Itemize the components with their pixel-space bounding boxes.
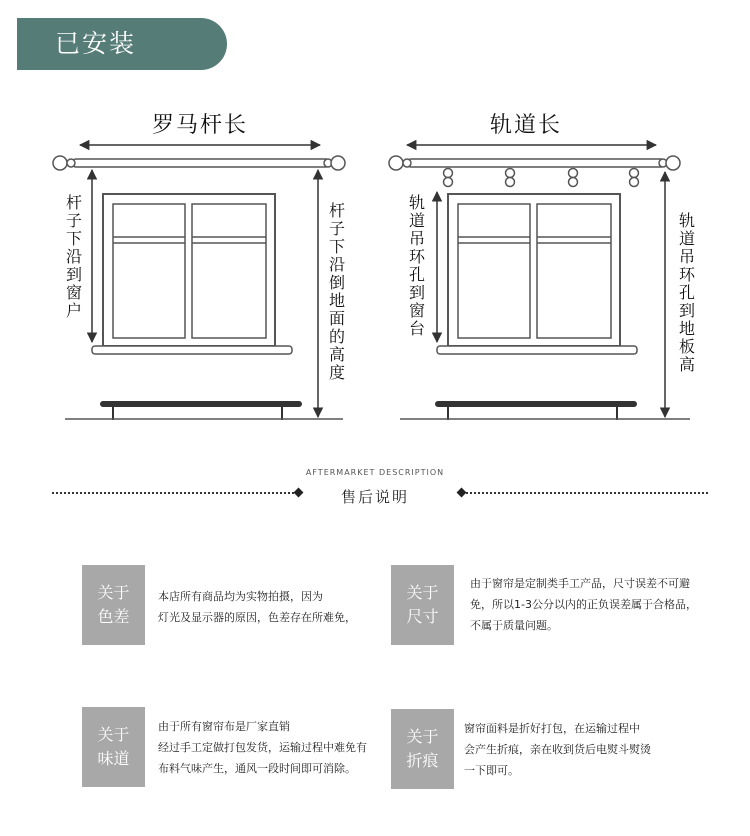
divider-right xyxy=(466,492,708,494)
aftersale-title-cn: 售后说明 xyxy=(340,488,409,506)
note-line: 免，所以1-3公分以内的正负误差属于合格品， xyxy=(470,598,697,611)
window-right xyxy=(437,194,637,354)
note-tag-line2: 色差 xyxy=(97,607,130,626)
aftersale-title-en: AFTERMARKET DESCRIPTION xyxy=(305,468,445,477)
note-line: 会产生折痕，亲在收到货后电熨斗熨烫 xyxy=(464,743,651,756)
note-line: 灯光及显示器的原因，色差存在所难免， xyxy=(158,611,356,624)
note-tag-line2: 尺寸 xyxy=(406,607,439,626)
note-text-color xyxy=(158,586,356,628)
note-tag-line1: 关于 xyxy=(97,725,130,744)
note-text-size xyxy=(470,573,697,636)
note-tag-size xyxy=(391,565,454,645)
track-rod xyxy=(407,159,665,167)
note-line: 不属于质量问题。 xyxy=(470,619,558,632)
roman-rod xyxy=(72,159,330,167)
roman-rod-diagram xyxy=(53,113,346,420)
rod-finial-left xyxy=(53,156,67,170)
banner-title: 已安装 xyxy=(55,29,137,58)
track-rings xyxy=(444,169,639,187)
bench-left xyxy=(100,401,302,407)
note-text-crease xyxy=(464,718,651,781)
right-top-label: 轨道长 xyxy=(489,113,563,138)
track-right-vertical-label: 轨道吊环孔到地板高 xyxy=(676,212,696,374)
track-left-vertical-label: 轨道吊环孔到窗台 xyxy=(406,194,426,338)
note-line: 布料气味产生，通风一段时间即可消除。 xyxy=(158,762,356,775)
note-tag-line1: 关于 xyxy=(406,727,439,746)
note-line: 经过手工定做打包发货，运输过程中难免有 xyxy=(158,741,367,754)
note-line: 一下即可。 xyxy=(464,764,519,777)
installation-diagram xyxy=(0,90,750,430)
track-diagram xyxy=(389,113,696,420)
note-tag-crease xyxy=(391,709,454,789)
note-tag-line2: 味道 xyxy=(97,749,130,768)
right-vertical-label: 杆子下沿倒地面的高度 xyxy=(326,202,346,382)
section-banner xyxy=(17,18,227,70)
window-left xyxy=(92,194,292,354)
note-tag-line2: 折痕 xyxy=(406,751,439,770)
note-line: 本店所有商品均为实物拍摄，因为 xyxy=(158,590,323,603)
note-line: 窗帘面料是折好打包，在运输过程中 xyxy=(464,722,640,735)
left-vertical-label: 杆子下沿到窗户 xyxy=(63,194,83,320)
bench-right xyxy=(435,401,637,407)
note-tag-smell xyxy=(82,707,145,787)
left-top-label: 罗马杆长 xyxy=(151,113,249,138)
note-line: 由于所有窗帘布是厂家直销 xyxy=(158,720,290,733)
note-tag-line1: 关于 xyxy=(97,583,130,602)
note-line: 由于窗帘是定制类手工产品，尺寸误差不可避 xyxy=(470,577,690,590)
note-tag-line1: 关于 xyxy=(406,583,439,602)
rod-finial-left-ring xyxy=(67,159,75,167)
note-tag-color xyxy=(82,565,145,645)
rod-finial-right xyxy=(331,156,345,170)
note-text-smell xyxy=(158,716,367,779)
